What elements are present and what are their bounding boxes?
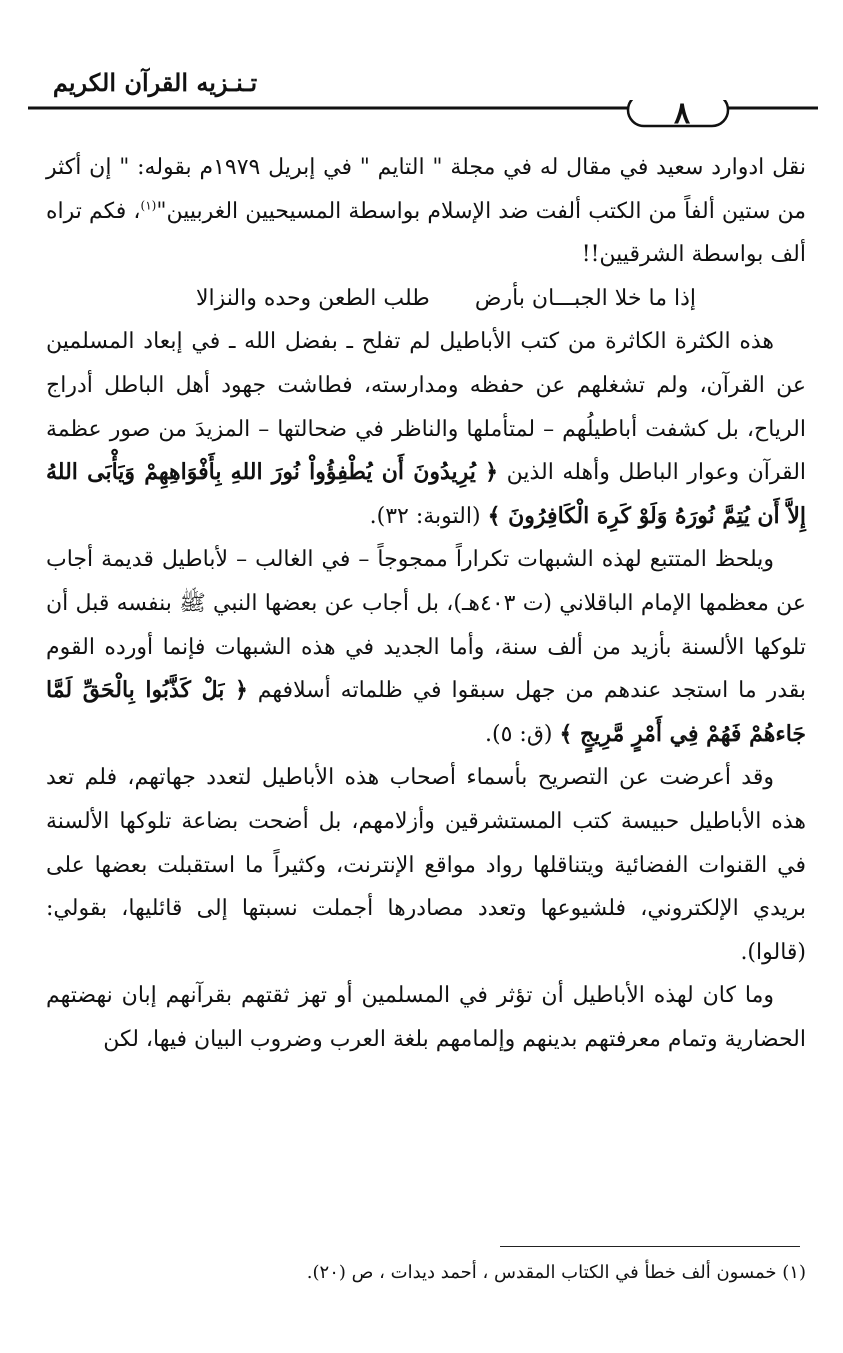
- page-body: [46, 146, 806, 1061]
- paragraph-2: [46, 320, 806, 538]
- verse-hemistich-left: طلب الطعن وحده والنزالا: [196, 285, 430, 311]
- paragraph-3: [46, 538, 806, 756]
- verse-hemistich-right: إذا ما خلا الجبـــان بأرض: [474, 285, 696, 311]
- quran-reference: (التوبة: ٣٢).: [369, 503, 481, 529]
- paragraph-1-tail: ، فكم تراه ألف بواسطة الشرقيين!!: [46, 198, 806, 268]
- paragraph-1: [46, 146, 806, 277]
- footnote-separator: [500, 1246, 800, 1247]
- paragraph-1-text: نقل ادوارد سعيد في مقال له في مجلة " التايم " في إبريل ١٩٧٩م بقوله: " إن أكثر من ستين ألفاً من الكتب ألفت ضد الإسلام بواسطة المسيحيين الغربيين": [46, 155, 806, 224]
- paragraph-5: وما كان لهذه الأباطيل أن تؤثر في المسلمين أو تهز ثقتهم بقرآنهم إبان نهضتهم الحضارية وتمام معرفتهم بدينهم وإلمامهم بلغة العرب وضروب البيان فيها، لكن: [46, 983, 806, 1052]
- quran-quote: ﴿ يُرِيدُونَ أَن يُطْفِؤُواْ نُورَ اللهِ بِأَفْوَاهِهِمْ وَيَأْبَى اللهُ إِلاَّ أَن يُتِمَّ نُورَهُ وَلَوْ كَرِهَ الْكَافِرُونَ ﴾: [46, 459, 806, 529]
- paragraph-4: وقد أعرضت عن التصريح بأسماء أصحاب هذه الأباطيل لتعدد جهاتهم، فلم تعد هذه الأباطيل حبيسة كتب المستشرقين وأزلامهم، بل أضحت بضاعة تلوكها الألسنة في القنوات الفضائية ويتناقلها رواد مواقع الإنترنت، وكثيراً ما استقبلت بعضها على بريدي الإلكتروني، فلشيوعها وتعدد مصادرها أجملت نسبتها إلى قائليها، بقولي: (قالوا).: [46, 765, 806, 965]
- running-title: تـنـزيه القرآن الكريم: [52, 68, 258, 97]
- poetry-verse: [46, 277, 806, 321]
- page-number: ٨: [673, 96, 691, 131]
- paragraph-2-text: هذه الكثرة الكاثرة من كتب الأباطيل لم تفلح ـ بفضل الله ـ في إبعاد المسلمين عن القرآن، ولم تشغلهم عن حفظه ومدارسته، فطاشت جهود أهل الباطل أدراج الرياح، بل كشفت أباطيلُهم – لمتأملها والناظر في ضحالتها – المزيدَ من صور عظمة القرآن وعوار الباطل وأهله الذين: [46, 329, 807, 486]
- paragraph-3-text: ويلحظ المتتبع لهذه الشبهات تكراراً ممجوجاً – في الغالب – لأباطيل قديمة أجاب عن معظمها الإمام الباقلاني (ت ٤٠٣هـ)، بل أجاب عن بعضها النبي ﷺ بنفسه قبل أن تلوكها الألسنة بأزيد من ألف سنة، وأما الجديد في هذه الشبهات فإنما أورده القوم بقدر ما استجد عندهم من جهل سبقوا في ظلماته أسلافهم: [46, 547, 807, 704]
- footnote-marker: (١): [140, 198, 157, 213]
- quran-quote: ﴿ بَلْ كَذَّبُوا بِالْحَقِّ لَمَّا جَاءهُمْ فَهُمْ فِي أَمْرٍ مَّرِيجٍ ﴾: [46, 677, 806, 747]
- quran-reference: (ق: ٥).: [485, 721, 553, 747]
- footnote: (١) خمسون ألف خطأ في الكتاب المقدس ، أحمد ديدات ، ص (٢٠).: [306, 1262, 806, 1283]
